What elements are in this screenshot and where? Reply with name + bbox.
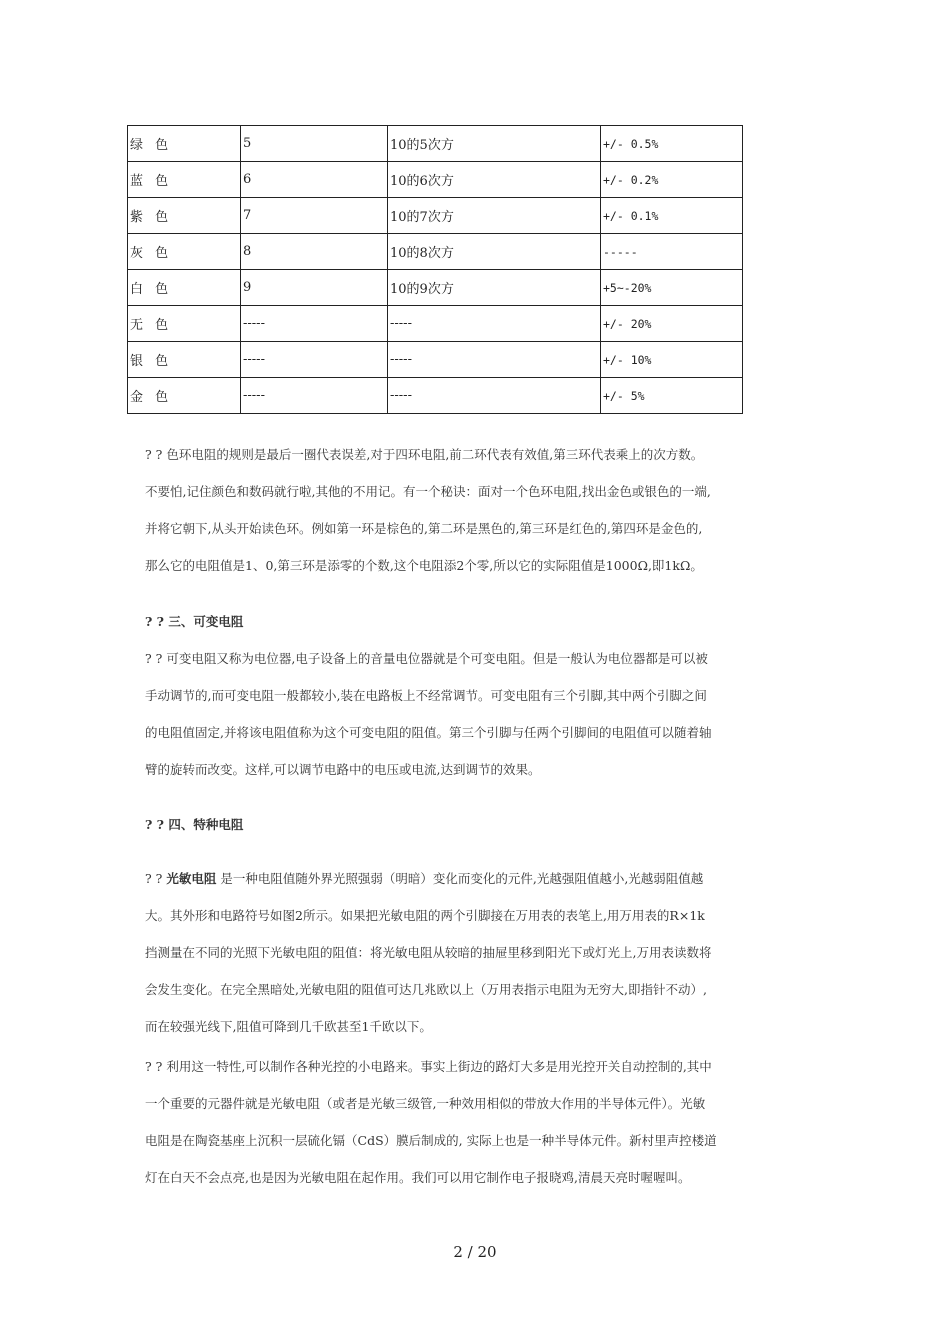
table-cell: ----- — [241, 378, 388, 414]
table-cell: 无 色 — [128, 306, 241, 342]
table-cell: 10的8次方 — [388, 234, 601, 270]
table-row — [128, 270, 743, 306]
text-line: ? ? 可变电阻又称为电位器,电子设备上的音量电位器就是个可变电阻。但是一般认为电位器都是可以被 — [145, 651, 708, 666]
photoresistor-term: 光敏电阻 — [166, 871, 217, 886]
table-cell: 10的7次方 — [388, 198, 601, 234]
table-cell: +/- 20% — [601, 306, 743, 342]
indent-marker: ? ? — [145, 871, 167, 886]
table-row — [128, 126, 743, 162]
text-line: 会发生变化。在完全黑暗处,光敏电阻的阻值可达几兆欧以上（万用表指示电阻为无穷大,即指针不动）, — [145, 982, 707, 997]
text-line: 挡测量在不同的光照下光敏电阻的阻值：将光敏电阻从较暗的抽屉里移到阳光下或灯光上,万用表读数将 — [145, 945, 712, 960]
text-line: 并将它朝下,从头开始读色环。例如第一环是棕色的,第二环是黑色的,第三环是红色的,第四环是金色的, — [145, 521, 703, 536]
table-row — [128, 198, 743, 234]
table-cell: +/- 10% — [601, 342, 743, 378]
variable-resistor-paragraph — [145, 640, 810, 788]
text-line: 手动调节的,而可变电阻一般都较小,装在电路板上不经常调节。可变电阻有三个引脚,其中两个引脚之间 — [145, 688, 707, 703]
table-row — [128, 342, 743, 378]
table-cell: 10的6次方 — [388, 162, 601, 198]
text-line: 灯在白天不会点亮,也是因为光敏电阻在起作用。我们可以用它制作电子报晓鸡,清晨天亮时喔喔叫。 — [145, 1170, 691, 1185]
text-line: ? ? 色环电阻的规则是最后一圈代表误差,对于四环电阻,前二环代表有效值,第三环代表乘上的次方数。 — [145, 447, 704, 462]
table-row — [128, 378, 743, 414]
table-cell: +/- 0.5% — [601, 126, 743, 162]
table-row — [128, 234, 743, 270]
table-row — [128, 306, 743, 342]
table-cell: ----- — [601, 234, 743, 270]
table-cell: 9 — [241, 270, 388, 306]
text-line: 不要怕,记住颜色和数码就行啦,其他的不用记。有一个秘诀：面对一个色环电阻,找出金色或银色的一端, — [145, 484, 711, 499]
text-line: 臂的旋转而改变。这样,可以调节电路中的电压或电流,达到调节的效果。 — [145, 762, 541, 777]
table-cell: +/- 0.1% — [601, 198, 743, 234]
table-cell: 8 — [241, 234, 388, 270]
text-line: 一个重要的元器件就是光敏电阻（或者是光敏三级管,一种效用相似的带放大作用的半导体元件）。光敏 — [145, 1096, 706, 1111]
table-cell: 10的5次方 — [388, 126, 601, 162]
table-cell: ----- — [388, 378, 601, 414]
text-line: 而在较强光线下,阻值可降到几千欧甚至1千欧以下。 — [145, 1019, 432, 1034]
table-cell: +/- 5% — [601, 378, 743, 414]
table-cell: 5 — [241, 126, 388, 162]
text-line: ? ? 利用这一特性,可以制作各种光控的小电路来。事实上街边的路灯大多是用光控开关自动控制的,其中 — [145, 1059, 712, 1074]
table-cell: ----- — [241, 306, 388, 342]
photoresistor-paragraph — [145, 860, 810, 1045]
text-line: 那么它的电阻值是1、0,第三环是添零的个数,这个电阻添2个零,所以它的实际阻值是1000Ω,即1kΩ。 — [145, 558, 703, 573]
text-line: 大。其外形和电路符号如图2所示。如果把光敏电阻的两个引脚接在万用表的表笔上,用万用表的R×1k — [145, 908, 705, 923]
section-heading-variable-resistor: ? ? 三、可变电阻 — [145, 614, 244, 629]
photoresistor-application-paragraph — [145, 1048, 810, 1196]
table-cell: 7 — [241, 198, 388, 234]
table-cell: 蓝 色 — [128, 162, 241, 198]
table-cell: +5~-20% — [601, 270, 743, 306]
table-cell: ----- — [388, 306, 601, 342]
table-cell: 紫 色 — [128, 198, 241, 234]
table-cell: +/- 0.2% — [601, 162, 743, 198]
table-cell: 灰 色 — [128, 234, 241, 270]
table-cell: 金 色 — [128, 378, 241, 414]
section-heading-special-resistor: ? ? 四、特种电阻 — [145, 817, 244, 832]
text-line: 电阻是在陶瓷基座上沉积一层硫化镉（CdS）膜后制成的, 实际上也是一种半导体元件。新村里声控楼道 — [145, 1133, 717, 1148]
color-ring-rule-paragraph — [145, 436, 810, 584]
page-number: 2 / 20 — [453, 1243, 497, 1261]
text-line: 的电阻值固定,并将该电阻值称为这个可变电阻的阻值。第三个引脚与任两个引脚间的电阻值可以随着轴 — [145, 725, 712, 740]
table-cell: 银 色 — [128, 342, 241, 378]
table-cell: ----- — [241, 342, 388, 378]
text-fragment: 是一种电阻值随外界光照强弱（明暗）变化而变化的元件,光越强阻值越小,光越弱阻值越 — [216, 871, 704, 886]
text-line — [145, 860, 810, 897]
table-row — [128, 162, 743, 198]
table-cell: ----- — [388, 342, 601, 378]
table-cell: 10的9次方 — [388, 270, 601, 306]
table-cell: 绿 色 — [128, 126, 241, 162]
color-code-table — [127, 125, 743, 414]
table-cell: 白 色 — [128, 270, 241, 306]
table-cell: 6 — [241, 162, 388, 198]
